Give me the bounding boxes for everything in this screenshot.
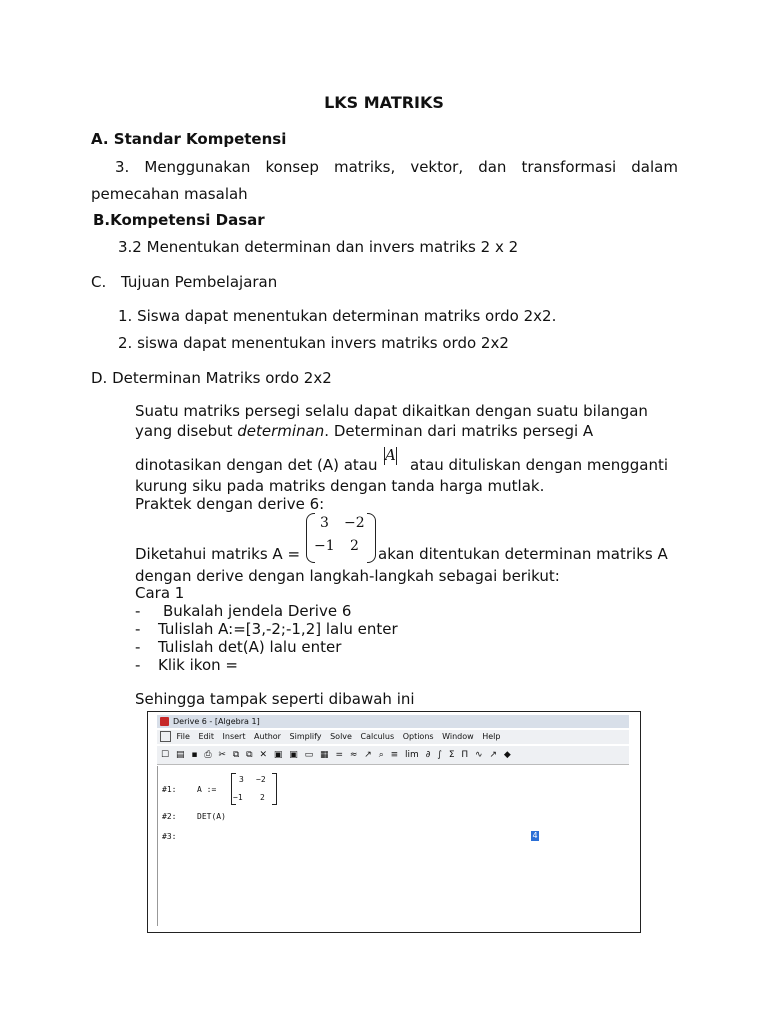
word: transformasi	[521, 158, 617, 176]
matrix-cell: 2	[260, 793, 265, 802]
paragraph-line: kurung siku pada matriks dengan tanda harga mutlak.	[135, 477, 545, 495]
solve-icon: ↗	[364, 750, 372, 760]
word: vektor,	[410, 158, 464, 176]
menu-help: Help	[482, 732, 501, 741]
expression: A :=	[197, 785, 217, 794]
matrix-cell: −2	[256, 775, 266, 784]
term-determinan: determinan	[237, 422, 325, 440]
section-a-heading: A. Standar Kompetensi	[91, 130, 287, 148]
section-c-item: 1. Siswa dapat menentukan determinan matriks ordo 2x2.	[118, 307, 557, 325]
vector-icon: ▭	[304, 750, 314, 760]
matrix-cell: 3	[239, 775, 244, 784]
menu-insert: Insert	[222, 732, 246, 741]
absolute-value-symbol	[384, 446, 397, 465]
paste-icon: ⧉	[246, 750, 253, 760]
section-b-item: 3.2 Menentukan determinan dan invers matriks 2 x 2	[118, 238, 519, 256]
word: 3.	[115, 158, 130, 176]
paragraph-line: dengan derive dengan langkah-langkah sebagai berikut:	[135, 567, 560, 585]
paragraph-line: akan ditentukan determinan matriks A	[378, 545, 668, 563]
menu-file: File	[176, 732, 190, 741]
document-icon	[160, 731, 171, 742]
algebra-window	[157, 766, 630, 926]
menu-window: Window	[442, 732, 474, 741]
cut-icon: ✂	[218, 750, 226, 760]
right-paren	[367, 513, 376, 563]
paragraph-line: Suatu matriks persegi selalu dapat dikaitkan dengan suatu bilangan	[135, 402, 648, 420]
expression-number: #2:	[162, 812, 177, 821]
integral-icon: ∫	[437, 750, 442, 760]
word: matriks,	[333, 158, 396, 176]
copy-icon: ⧉	[232, 750, 240, 760]
expression: DET(A)	[197, 812, 226, 821]
expression-number: #3:	[162, 832, 177, 841]
matrix-cell: −2	[344, 515, 365, 531]
insert-text-icon: ▣	[273, 750, 283, 760]
word: Menggunakan	[144, 158, 251, 176]
paragraph-line: atau dituliskan dengan mengganti	[410, 456, 669, 474]
paragraph-line: Praktek dengan derive 6:	[135, 495, 325, 513]
expression-number: #1:	[162, 785, 177, 794]
save-icon: ▪	[191, 750, 198, 760]
menu-solve: Solve	[330, 732, 352, 741]
limit-icon: lim	[405, 750, 419, 760]
paragraph-line: Cara 1	[135, 584, 185, 602]
matrix-cell: 3	[320, 515, 329, 531]
toolbar	[157, 746, 629, 765]
matrix-cell: 2	[350, 538, 359, 554]
section-c-text: Tujuan Pembelajaran	[121, 273, 278, 291]
print-icon: ⎙	[204, 750, 212, 760]
matrix-icon: ▦	[320, 750, 329, 760]
paragraph-line	[135, 422, 593, 440]
section-c-heading	[91, 273, 277, 291]
text: . Determinan dari matriks persegi A	[324, 422, 594, 440]
derivative-icon: ∂	[425, 750, 431, 760]
paragraph-line: Sehingga tampak seperti dibawah ini	[135, 690, 415, 708]
product-icon: Π	[461, 750, 469, 760]
plot-2d-icon: ∿	[475, 750, 483, 760]
section-a-line1	[91, 158, 678, 176]
word: dan	[478, 158, 507, 176]
delete-icon: ✕	[259, 750, 267, 760]
step-item: - Tulislah det(A) lalu enter	[135, 638, 342, 656]
text: yang disebut	[135, 422, 238, 440]
new-icon: ☐	[161, 750, 170, 760]
matrix-a	[306, 513, 376, 561]
step-item: - Tulislah A:=[3,-2;-1,2] lalu enter	[135, 620, 398, 638]
menu-simplify: Simplify	[289, 732, 322, 741]
eraser-icon: ◆	[503, 750, 511, 760]
step-text: Bukalah jendela Derive 6	[163, 602, 352, 620]
menu-edit: Edit	[198, 732, 214, 741]
window-title-bar	[157, 715, 629, 728]
step-item: - Bukalah jendela Derive 6	[135, 602, 352, 620]
section-b-heading: B.Kompetensi Dasar	[93, 211, 265, 229]
matrix-cell: −1	[233, 793, 243, 802]
window-title: Derive 6 - [Algebra 1]	[173, 717, 260, 726]
menu-calculus: Calculus	[360, 732, 395, 741]
step-text: Klik ikon =	[158, 656, 238, 674]
section-c-item: 2. siswa dapat menentukan invers matriks ordo 2x2	[118, 334, 509, 352]
plot-3d-icon: ↗	[489, 750, 497, 760]
substitute-icon: ≡	[390, 750, 399, 760]
paragraph-line: dinotasikan dengan det (A) atau	[135, 456, 378, 474]
word: konsep	[265, 158, 319, 176]
step-item: - Klik ikon =	[135, 656, 238, 674]
paragraph-line: Diketahui matriks A =	[135, 545, 301, 563]
page-title: LKS MATRIKS	[324, 93, 444, 112]
derive-app-icon	[160, 717, 169, 726]
menu-options: Options	[402, 732, 434, 741]
result-highlight: 4	[532, 831, 538, 840]
menu-author: Author	[254, 732, 281, 741]
derive-matrix	[231, 773, 277, 803]
word: dalam	[631, 158, 678, 176]
open-icon: ▤	[175, 750, 185, 760]
menu-bar	[157, 730, 629, 744]
section-d-heading: D. Determinan Matriks ordo 2x2	[91, 369, 332, 387]
section-a-line2: pemecahan masalah	[91, 185, 248, 203]
approximate-icon: ≈	[349, 750, 358, 760]
step-text: Tulislah det(A) lalu enter	[158, 638, 342, 656]
simplify-icon: =	[335, 750, 343, 760]
sum-icon: Σ	[448, 750, 455, 760]
insert-icon: ▣	[289, 750, 298, 760]
find-icon: ⌕	[378, 750, 384, 760]
step-text: Tulislah A:=[3,-2;-1,2] lalu enter	[158, 620, 398, 638]
derive-screenshot	[147, 711, 641, 933]
section-c-letter: C.	[91, 273, 107, 291]
right-bracket	[272, 773, 277, 805]
abs-letter: A	[385, 446, 396, 464]
matrix-cell: −1	[314, 538, 335, 554]
